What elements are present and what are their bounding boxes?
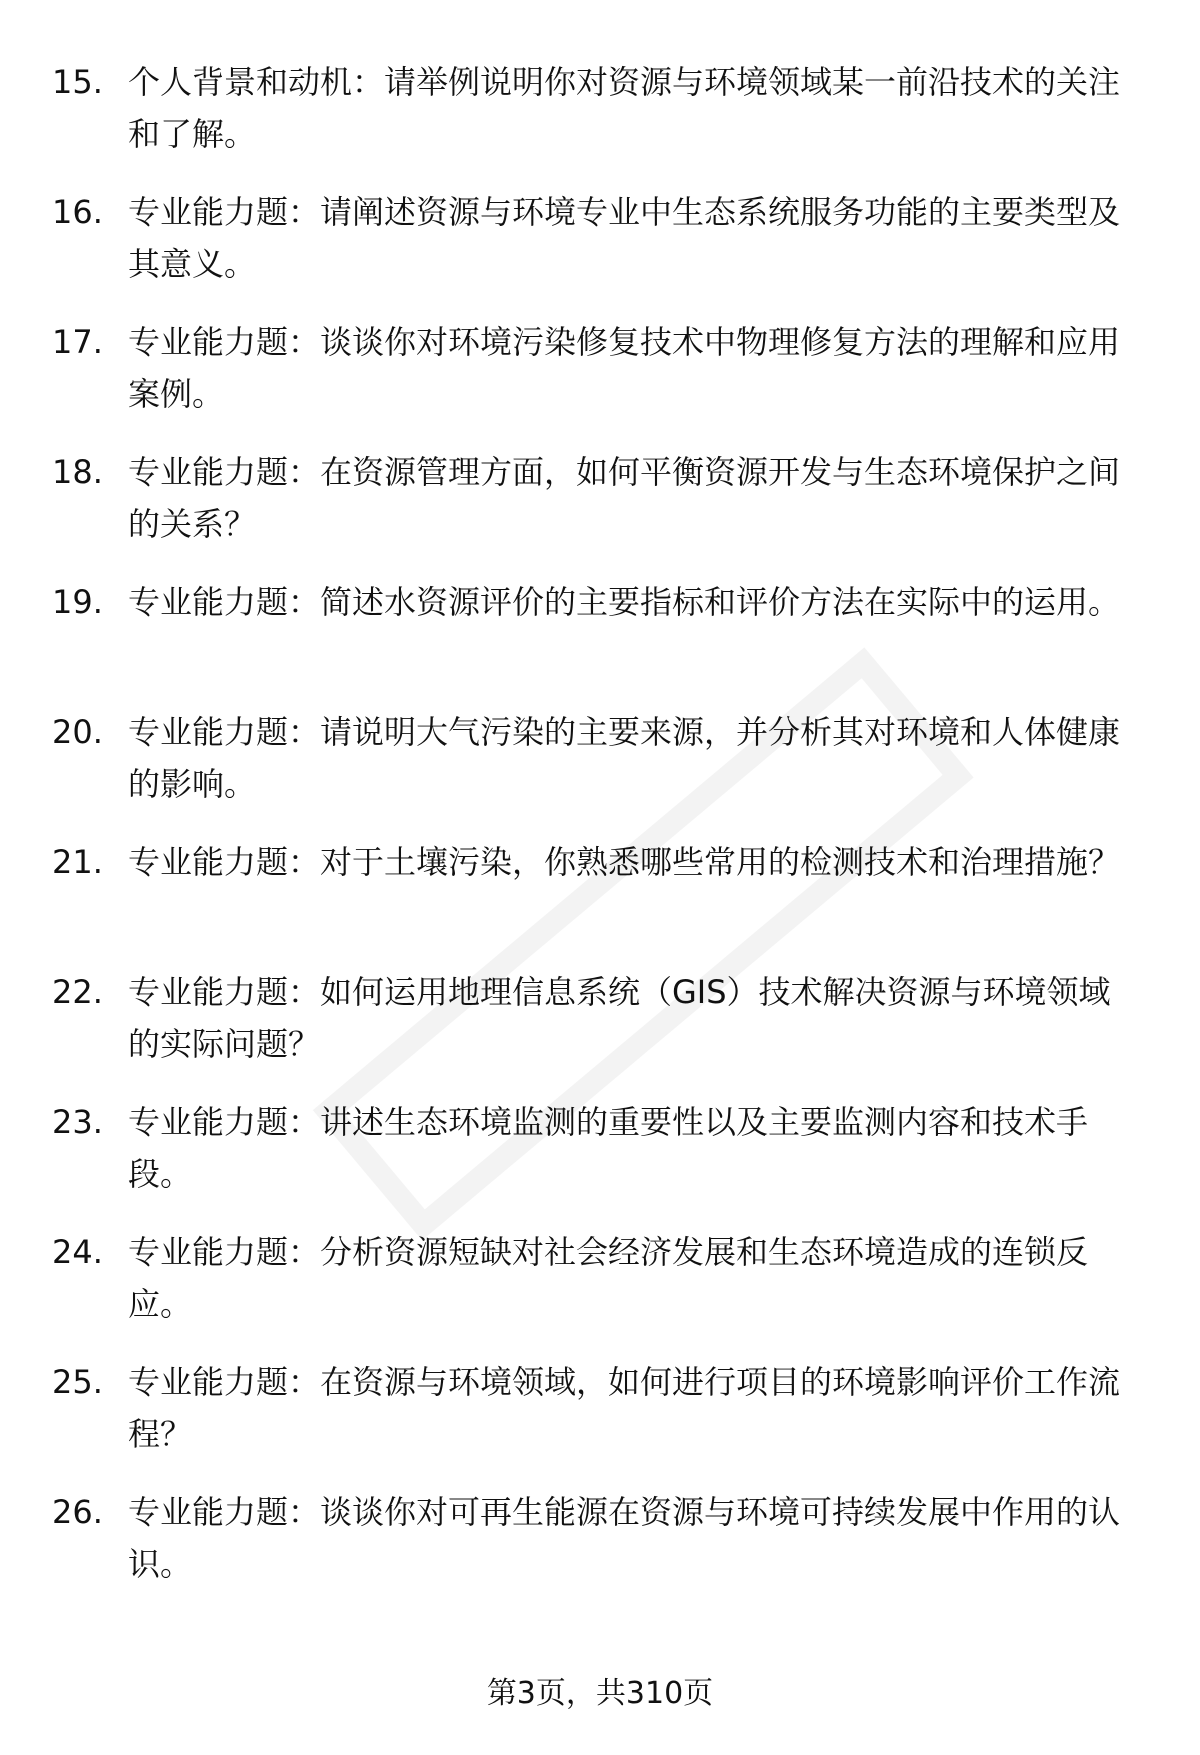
question-number: 26. bbox=[52, 1493, 103, 1531]
question-text: 专业能力题：如何运用地理信息系统（GIS）技术解决资源与环境领域的实际问题？ bbox=[128, 973, 1111, 1063]
question-item bbox=[0, 1226, 1200, 1356]
question-text: 专业能力题：简述水资源评价的主要指标和评价方法在实际中的运用。 bbox=[128, 583, 1121, 621]
question-number: 18. bbox=[52, 453, 103, 491]
question-item bbox=[0, 1096, 1200, 1226]
question-item bbox=[0, 1486, 1200, 1616]
question-number: 15. bbox=[52, 63, 103, 101]
question-list bbox=[0, 56, 1200, 1616]
question-text: 个人背景和动机：请举例说明你对资源与环境领域某一前沿技术的关注和了解。 bbox=[128, 63, 1121, 153]
question-text: 专业能力题：谈谈你对可再生能源在资源与环境可持续发展中作用的认识。 bbox=[128, 1493, 1121, 1583]
question-item bbox=[0, 966, 1200, 1096]
question-number: 24. bbox=[52, 1233, 103, 1271]
question-item bbox=[0, 186, 1200, 316]
question-item bbox=[0, 836, 1200, 966]
question-text: 专业能力题：谈谈你对环境污染修复技术中物理修复方法的理解和应用案例。 bbox=[128, 323, 1121, 413]
question-number: 22. bbox=[52, 973, 103, 1011]
question-text: 专业能力题：分析资源短缺对社会经济发展和生态环境造成的连锁反应。 bbox=[128, 1233, 1089, 1323]
question-text: 专业能力题：讲述生态环境监测的重要性以及主要监测内容和技术手段。 bbox=[128, 1103, 1089, 1193]
question-item bbox=[0, 316, 1200, 446]
question-number: 21. bbox=[52, 843, 103, 881]
question-number: 17. bbox=[52, 323, 103, 361]
question-text: 专业能力题：在资源与环境领域，如何进行项目的环境影响评价工作流程？ bbox=[128, 1363, 1121, 1453]
question-number: 16. bbox=[52, 193, 103, 231]
question-number: 25. bbox=[52, 1363, 103, 1401]
question-number: 19. bbox=[52, 583, 103, 621]
question-item bbox=[0, 1356, 1200, 1486]
question-item bbox=[0, 446, 1200, 576]
question-item bbox=[0, 56, 1200, 186]
question-text: 专业能力题：在资源管理方面，如何平衡资源开发与生态环境保护之间的关系？ bbox=[128, 453, 1121, 543]
question-text: 专业能力题：请阐述资源与环境专业中生态系统服务功能的主要类型及其意义。 bbox=[128, 193, 1121, 283]
question-text: 专业能力题：对于土壤污染，你熟悉哪些常用的检测技术和治理措施？ bbox=[128, 843, 1121, 881]
question-number: 20. bbox=[52, 713, 103, 751]
page-footer: 第3页，共310页 bbox=[486, 1676, 714, 1711]
question-item bbox=[0, 706, 1200, 836]
question-number: 23. bbox=[52, 1103, 103, 1141]
question-text: 专业能力题：请说明大气污染的主要来源，并分析其对环境和人体健康的影响。 bbox=[128, 713, 1121, 803]
question-item bbox=[0, 576, 1200, 706]
